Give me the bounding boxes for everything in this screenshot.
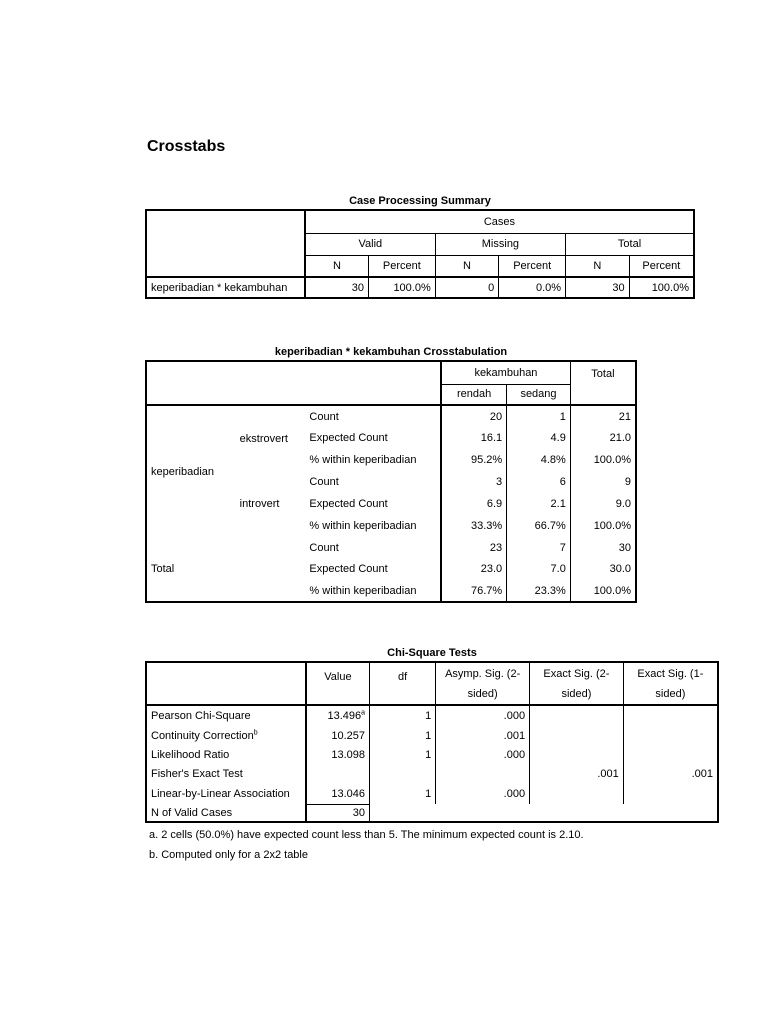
cell: 0 bbox=[435, 277, 499, 298]
sub-header: Percent bbox=[368, 255, 435, 277]
row-label: Fisher's Exact Test bbox=[146, 764, 306, 784]
sub-header: Percent bbox=[499, 255, 566, 277]
cell: 4.9 bbox=[550, 432, 566, 444]
group-label: introvert bbox=[239, 498, 280, 510]
row-label: Pearson Chi-Square bbox=[146, 705, 306, 726]
total-row-label: Total bbox=[146, 537, 305, 602]
cell: 30 bbox=[566, 277, 630, 298]
row-label bbox=[146, 726, 306, 745]
group-header: Total bbox=[566, 233, 694, 255]
total-col-header: Total bbox=[570, 361, 636, 405]
footnote-marker: b bbox=[253, 728, 258, 736]
cell: 2.1 bbox=[550, 498, 566, 510]
cell: 100.0% bbox=[570, 515, 636, 537]
cell: 20 bbox=[441, 405, 507, 427]
cell: 6.9 bbox=[441, 493, 507, 515]
cell: 9.0 bbox=[570, 493, 636, 515]
cell: 13.098 bbox=[306, 745, 370, 764]
chi-corner bbox=[146, 662, 306, 705]
cell: .000 bbox=[436, 705, 530, 726]
footnote-marker: a bbox=[361, 709, 366, 717]
stat-label: % within keperibadian bbox=[305, 515, 441, 537]
cell: 0.0% bbox=[499, 277, 566, 298]
col-header-line: Asymp. Sig. (2- bbox=[445, 667, 521, 680]
cell: .001 bbox=[530, 764, 624, 784]
cell: 100.0% bbox=[570, 580, 636, 602]
cell: 1 bbox=[370, 745, 436, 764]
row-label: Linear-by-Linear Association bbox=[146, 784, 306, 804]
cell: 6 bbox=[559, 476, 566, 488]
chi-square-table bbox=[145, 661, 719, 823]
stat-label: Expected Count bbox=[305, 427, 441, 449]
cell: 30 bbox=[305, 277, 369, 298]
col-header: sedang bbox=[507, 384, 571, 405]
col-header-line: Exact Sig. (2- bbox=[543, 667, 610, 680]
cell bbox=[623, 745, 718, 764]
cell bbox=[623, 784, 718, 804]
cell bbox=[306, 764, 370, 784]
col-header bbox=[436, 662, 530, 705]
cell: 10.257 bbox=[306, 726, 370, 745]
cell: 1 bbox=[559, 410, 566, 423]
cell: 13.046 bbox=[306, 784, 370, 804]
cell: 100.0% bbox=[368, 277, 435, 298]
cell-value: 13.496 bbox=[327, 710, 362, 722]
row-label: Likelihood Ratio bbox=[146, 745, 306, 764]
sub-header: Percent bbox=[629, 255, 694, 277]
cell: .001 bbox=[436, 726, 530, 745]
cell bbox=[530, 726, 624, 745]
crosstab-table bbox=[145, 360, 637, 603]
col-header bbox=[623, 662, 718, 705]
col-header-line: sided) bbox=[655, 687, 686, 700]
footnote-b: b. Computed only for a 2x2 table bbox=[149, 849, 308, 861]
cell: 23.3% bbox=[507, 580, 571, 602]
cell bbox=[436, 804, 530, 822]
cell bbox=[370, 804, 436, 822]
cell: 3 bbox=[441, 471, 507, 493]
cell: 16.1 bbox=[441, 427, 507, 449]
cell: 66.7% bbox=[534, 520, 566, 532]
col-header: rendah bbox=[441, 384, 507, 405]
cell bbox=[370, 764, 436, 784]
col-header-line: Exact Sig. (1- bbox=[637, 667, 704, 680]
cell: 33.3% bbox=[441, 515, 507, 537]
col-header: Value bbox=[306, 662, 370, 705]
stat-label: Count bbox=[305, 405, 441, 427]
row-label: N of Valid Cases bbox=[146, 804, 306, 822]
cell: 30.0 bbox=[570, 558, 636, 580]
cell: 100.0% bbox=[629, 277, 694, 298]
col-header bbox=[530, 662, 624, 705]
sub-header: N bbox=[305, 255, 369, 277]
stat-label: Expected Count bbox=[305, 493, 441, 515]
page-title: Crosstabs bbox=[147, 138, 226, 155]
cell bbox=[623, 705, 718, 726]
cell: 76.7% bbox=[441, 580, 507, 602]
cell: 1 bbox=[370, 726, 436, 745]
cases-header: Cases bbox=[305, 210, 694, 233]
group-header: Valid bbox=[305, 233, 435, 255]
cell: 30 bbox=[306, 804, 370, 822]
cell: 30 bbox=[570, 537, 636, 558]
cell bbox=[623, 726, 718, 745]
cell: 100.0% bbox=[570, 449, 636, 471]
sub-header: N bbox=[566, 255, 630, 277]
cell: 4.8% bbox=[540, 454, 566, 466]
cell: 21.0 bbox=[570, 427, 636, 449]
cell: 21 bbox=[570, 405, 636, 427]
sub-header: N bbox=[435, 255, 499, 277]
cell: 1 bbox=[370, 784, 436, 804]
cell: .000 bbox=[436, 784, 530, 804]
cell: 7.0 bbox=[550, 563, 566, 575]
cell bbox=[530, 705, 624, 726]
crosstab-caption: keperibadian * kekambuhan Crosstabulation bbox=[274, 346, 508, 358]
chi-caption: Chi-Square Tests bbox=[387, 647, 477, 659]
col-header-line: sided) bbox=[561, 687, 592, 700]
cell: 23 bbox=[441, 537, 507, 558]
stat-label: Count bbox=[305, 537, 441, 558]
cell bbox=[530, 745, 624, 764]
cell: 7 bbox=[559, 541, 566, 554]
stat-label: Count bbox=[305, 471, 441, 493]
row-label-text: Continuity Correction bbox=[151, 729, 254, 742]
cell: 1 bbox=[370, 705, 436, 726]
case-summary-caption: Case Processing Summary bbox=[349, 195, 491, 207]
case-summary-table bbox=[145, 209, 695, 299]
stat-label: % within keperibadian bbox=[305, 449, 441, 471]
cell bbox=[530, 804, 624, 822]
stat-label: % within keperibadian bbox=[305, 580, 441, 602]
cell bbox=[306, 705, 370, 726]
case-summary-corner bbox=[146, 210, 305, 277]
col-var-header: kekambuhan bbox=[441, 361, 570, 384]
cell: 9 bbox=[570, 471, 636, 493]
cell: 95.2% bbox=[441, 449, 507, 471]
crosstab-corner bbox=[146, 361, 441, 405]
cell bbox=[623, 804, 718, 822]
group-label: ekstrovert bbox=[239, 432, 288, 445]
cell bbox=[530, 784, 624, 804]
cell: .000 bbox=[436, 745, 530, 764]
row-label: keperibadian * kekambuhan bbox=[146, 277, 305, 298]
col-header: df bbox=[370, 662, 436, 705]
footnote-a: a. 2 cells (50.0%) have expected count less than 5. The minimum expected count is 2.10. bbox=[149, 829, 584, 841]
group-header: Missing bbox=[435, 233, 565, 255]
row-var-label: keperibadian bbox=[146, 405, 236, 537]
cell bbox=[436, 764, 530, 784]
col-header-line: sided) bbox=[467, 687, 498, 700]
stat-label: Expected Count bbox=[305, 558, 441, 580]
cell: 23.0 bbox=[441, 558, 507, 580]
cell: .001 bbox=[623, 764, 718, 784]
